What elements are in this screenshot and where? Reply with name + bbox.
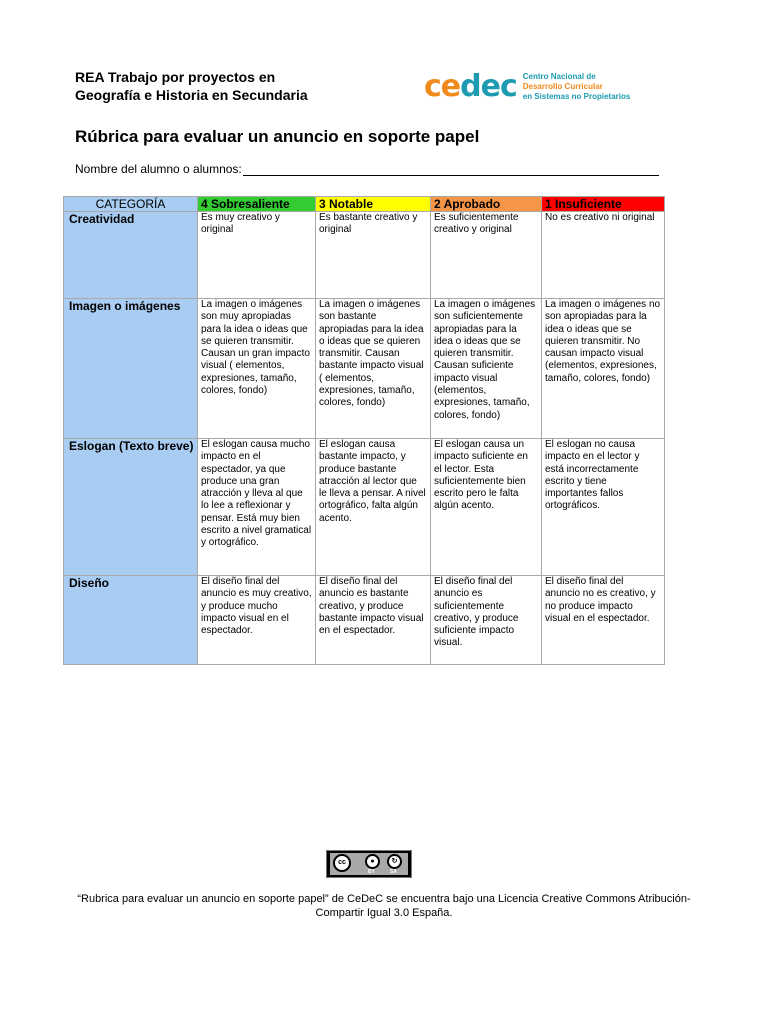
logo-sub-line-3: en Sistemas no Propietarios <box>522 92 631 101</box>
header-category: CATEGORÍA <box>64 197 198 212</box>
cell-level-2: Es suficientemente creativo y original <box>431 212 542 299</box>
cell-level-1: El eslogan no causa impacto en el lector y está incorrectamente escrito y tiene importantes fallos ortográficos. <box>542 439 665 576</box>
cell-level-2: La imagen o imágenes son suficientemente apropiadas para la idea o ideas que se quieren transmitir. Causan suficiente impacto visual (elementos, expresiones, tamaño, colores, fondo) <box>431 299 542 439</box>
logo-sub-line-2: Desarrollo Curricular <box>522 82 603 91</box>
cedec-logo-subtitle <box>523 72 631 102</box>
logo-word-part-2: dec <box>460 69 517 104</box>
cell-level-1: El diseño final del anuncio no es creativo, y no produce impacto visual en el espectador. <box>542 576 665 665</box>
logo-sub-line-1: Centro Nacional de <box>522 72 596 81</box>
cell-level-4: La imagen o imágenes son muy apropiadas para la idea o ideas que se quieren transmitir. Causan un gran impacto visual ( elementos, expresiones, tamaño, colores, fondo) <box>198 299 316 439</box>
row-category: Imagen o imágenes <box>64 299 198 439</box>
rubric-table <box>63 196 665 665</box>
cell-level-3: La imagen o imágenes son bastante apropiadas para la idea o ideas que se quieren transmitir. Causan bastante impacto visual ( elementos, expresiones, tamaño, colores, fondo) <box>316 299 431 439</box>
cell-level-3: El diseño final del anuncio es bastante creativo, y produce bastante impacto visual en el espectador. <box>316 576 431 665</box>
license-text: “Rubrica para evaluar un anuncio en soporte papel” de CeDeC se encuentra bajo una Licencia Creative Commons Atribución-Compartir Igual 3.0 España. <box>77 893 691 919</box>
by-label: BY <box>368 869 375 875</box>
cell-level-1: No es creativo ni original <box>542 212 665 299</box>
cc-circle-icon: cc <box>333 854 351 872</box>
cell-level-2: El eslogan causa un impacto suficiente en el lector. Esta suficientemente bien escrito pero le falta algún acento. <box>431 439 542 576</box>
header-level-3: 3 Notable <box>316 197 431 212</box>
cell-level-2: El diseño final del anuncio es suficientemente creativo, y produce suficiente impacto visual. <box>431 576 542 665</box>
row-category: Diseño <box>64 576 198 665</box>
header-level-4: 4 Sobresaliente <box>198 197 316 212</box>
rubric-row-imagen <box>64 299 665 439</box>
cedec-logo <box>424 69 631 104</box>
student-name-line <box>75 162 659 176</box>
creative-commons-by-sa-icon <box>326 850 412 878</box>
cell-level-3: El eslogan causa bastante impacto, y produce bastante atracción al lector que le lleva a pensar. A nivel ortográfico, falta algún acento. <box>316 439 431 576</box>
share-alike-icon: ↻ <box>387 854 402 869</box>
document-header <box>75 68 308 104</box>
header-level-1: 1 Insuficiente <box>542 197 665 212</box>
logo-word-part-1: ce <box>424 69 461 104</box>
student-name-label: Nombre del alumno o alumnos: <box>75 162 242 176</box>
header-line-1: REA Trabajo por proyectos en <box>75 69 276 85</box>
sa-label: SA <box>390 869 397 875</box>
rubric-header-row <box>64 197 665 212</box>
rubric-row-creatividad <box>64 212 665 299</box>
page-title: Rúbrica para evaluar un anuncio en soporte papel <box>75 127 480 146</box>
student-name-blank <box>243 164 659 176</box>
header-level-2: 2 Aprobado <box>431 197 542 212</box>
rubric-row-diseno <box>64 576 665 665</box>
cell-level-4: Es muy creativo y original <box>198 212 316 299</box>
header-line-2: Geografía e Historia en Secundaria <box>75 87 308 103</box>
cell-level-4: El diseño final del anuncio es muy creativo, y produce mucho impacto visual en el espectador. <box>198 576 316 665</box>
row-category: Creatividad <box>64 212 198 299</box>
cell-level-1: La imagen o imágenes no son apropiadas para la idea o ideas que se quieren transmitir. No causan impacto visual (elementos, expresiones, tamaño, colores, fondo) <box>542 299 665 439</box>
attribution-person-icon: ● <box>365 854 380 869</box>
row-category: Eslogan (Texto breve) <box>64 439 198 576</box>
rubric-row-eslogan <box>64 439 665 576</box>
cedec-logo-wordmark <box>424 69 517 104</box>
cell-level-4: El eslogan causa mucho impacto en el espectador, ya que produce una gran atracción y lleva al que lo lee a reflexionar y pensar. Está muy bien escrito a nivel gramatical y ortográfico. <box>198 439 316 576</box>
cell-level-3: Es bastante creativo y original <box>316 212 431 299</box>
